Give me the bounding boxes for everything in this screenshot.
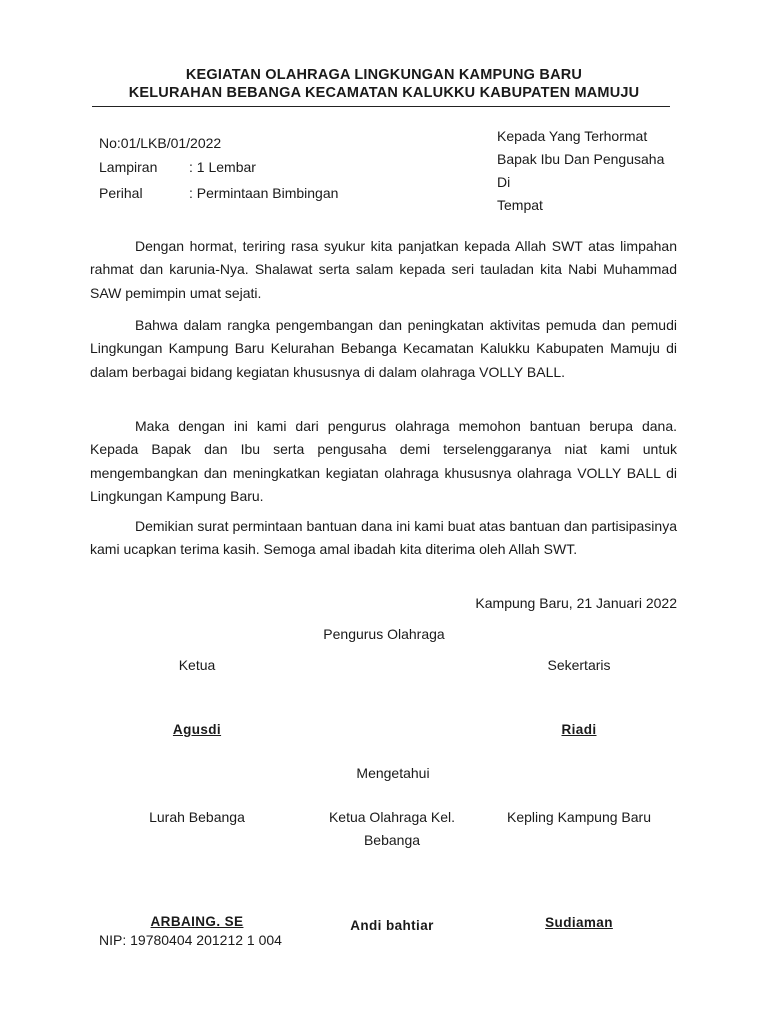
- letter-number: No:01/LKB/01/2022: [99, 135, 222, 151]
- ketua-olahraga-kel-name: Andi bahtiar: [350, 918, 434, 933]
- lampiran-label: Lampiran: [99, 159, 158, 175]
- organization-name: Pengurus Olahraga: [323, 626, 445, 642]
- sekretaris-name: Riadi: [561, 722, 597, 737]
- ketua-olahraga-kel-title-line-1: Ketua Olahraga Kel.: [328, 809, 456, 825]
- body-paragraph-1: Dengan hormat, teriring rasa syukur kita panjatkan kepada Allah SWT atas limpahan rahmat dan karunia-Nya. Shalawat serta salam kepada seri tauladan kita Nabi Muhammad SAW pemimpin umat sejati.: [90, 238, 677, 301]
- perihal-label: Perihal: [99, 185, 143, 201]
- lurah-title: Lurah Bebanga: [149, 809, 245, 825]
- lampiran-value: : 1 Lembar: [189, 159, 256, 175]
- perihal-value: : Permintaan Bimbingan: [189, 185, 339, 201]
- body-paragraph-4: Demikian surat permintaan bantuan dana ini kami buat atas bantuan dan partisipasinya kami ucapkan terima kasih. Semoga amal ibadah kita diterima oleh Allah SWT.: [90, 518, 677, 558]
- header-rule: [92, 106, 670, 107]
- body-paragraph-2: Bahwa dalam rangka pengembangan dan peningkatan aktivitas pemuda dan pemudi Lingkungan Kampung Baru Kelurahan Bebanga Kecamatan Kalukku Kabupaten Mamuju di dalam berbagai bidang kegiatan khususnya di dalam olahraga VOLLY BALL.: [90, 317, 677, 380]
- header-line-2: KELURAHAN BEBANGA KECAMATAN KALUKKU KABUPATEN MAMUJU: [128, 85, 640, 101]
- lurah-nip: NIP: 19780404 201212 1 004: [99, 932, 282, 948]
- mengetahui-label: Mengetahui: [356, 765, 430, 781]
- lurah-name: ARBAING. SE: [150, 914, 244, 929]
- header-line-1: KEGIATAN OLAHRAGA LINGKUNGAN KAMPUNG BARU: [185, 67, 583, 83]
- recipient-line-1: Kepada Yang Terhormat: [497, 128, 648, 144]
- ketua-name: Agusdi: [172, 722, 222, 737]
- recipient-line-2: Bapak Ibu Dan Pengusaha: [497, 151, 665, 167]
- recipient-line-3: Di: [497, 174, 511, 190]
- sekretaris-title: Sekertaris: [547, 657, 611, 673]
- place-date: Kampung Baru, 21 Januari 2022: [475, 595, 677, 611]
- recipient-line-4: Tempat: [497, 197, 543, 213]
- kepling-name: Sudiaman: [545, 915, 613, 930]
- ketua-olahraga-kel-title-line-2: Bebanga: [363, 832, 421, 848]
- body-paragraph-3: Maka dengan ini kami dari pengurus olahraga memohon bantuan berupa dana. Kepada Bapak dan Ibu serta pengusaha demi terselenggaranya niat kami untuk mengembangkan dan meningkatkan kegiatan olahraga khususnya olahraga VOLLY BALL di Lingkungan Kampung Baru.: [90, 418, 677, 504]
- ketua-title: Ketua: [178, 657, 216, 673]
- kepling-title: Kepling Kampung Baru: [507, 809, 651, 825]
